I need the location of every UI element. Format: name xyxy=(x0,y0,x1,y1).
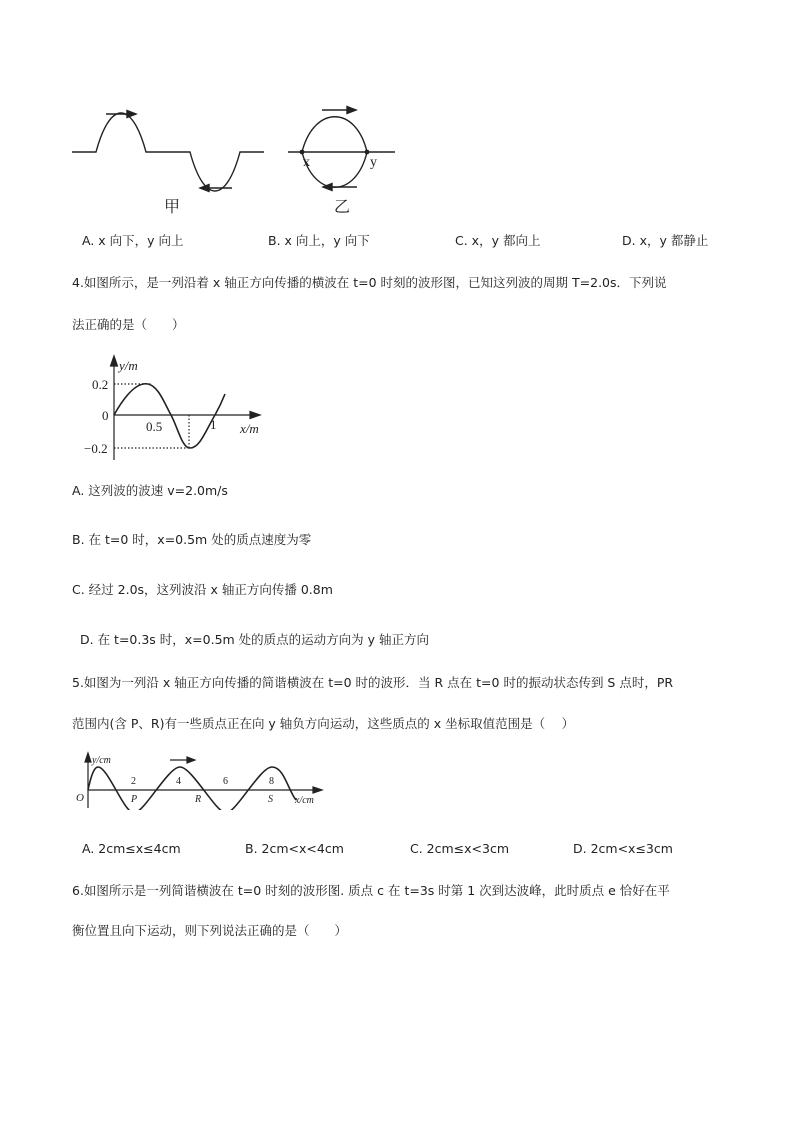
q5-tick-6: 6 xyxy=(223,776,228,787)
yi-arrowhead-right xyxy=(347,107,356,114)
q5-tick-4: 4 xyxy=(176,776,181,787)
q5-option-a: A. 2cm≤x≤4cm xyxy=(82,841,181,856)
q4-y-arrowhead xyxy=(111,356,118,366)
q4-x-arrowhead xyxy=(250,412,260,419)
point-x-dot xyxy=(300,150,305,155)
q3-option-c: C. x，y 都向上 xyxy=(455,233,541,248)
q5-y-arrowhead xyxy=(85,753,91,762)
point-y-label: y xyxy=(370,155,377,170)
yi-wave-lower xyxy=(302,152,367,187)
q5-tick-8: 8 xyxy=(269,776,274,787)
q3-option-d: D. x，y 都静止 xyxy=(622,233,709,248)
figure-yi xyxy=(288,107,395,191)
q4-wave-curve xyxy=(114,384,225,448)
q4-y-zero-label: 0 xyxy=(102,408,109,423)
q4-ylabel: y/m xyxy=(119,358,138,373)
q4-option-d: D. 在 t=0.3s 时，x=0.5m 处的质点的运动方向为 y 轴正方向 xyxy=(80,632,430,647)
point-y-dot xyxy=(365,150,370,155)
q5-option-d: D. 2cm<x≤3cm xyxy=(573,841,673,856)
q4-y-top-label: 0.2 xyxy=(92,377,109,392)
q5-point-s: S xyxy=(268,794,273,805)
q5-origin: O xyxy=(76,792,84,804)
q4-stem-line1: 4.如图所示，是一列沿着 x 轴正方向传播的横波在 t=0 时刻的波形图，已知这列波的周期 T=2.0s．下列说 xyxy=(72,275,667,290)
q5-option-c: C. 2cm≤x<3cm xyxy=(410,841,510,856)
q5-stem-line2: 范围内(含 P、R)有一些质点正在向 y 轴负方向运动，这些质点的 x 坐标取值范围是（ ） xyxy=(72,716,575,731)
q4-x-half-label: 0.5 xyxy=(146,419,163,434)
q5-arrowhead xyxy=(187,757,195,763)
figure-jia xyxy=(72,111,264,192)
yi-wave-upper xyxy=(302,117,367,152)
label-jia: 甲 xyxy=(164,199,181,216)
q4-y-bottom-label: −0.2 xyxy=(84,441,108,456)
q4-option-a: A. 这列波的波速 v=2.0m/s xyxy=(72,483,228,498)
q5-x-arrowhead xyxy=(313,787,322,793)
q4-stem-line2: 法正确的是（ ） xyxy=(72,317,185,332)
q5-point-p: P xyxy=(131,794,138,805)
q4-x-one-label: 1 xyxy=(210,417,217,432)
wave-figure-jia-yi xyxy=(60,100,410,220)
q5-wave-graph xyxy=(74,750,324,810)
q5-xlabel: x/cm xyxy=(295,795,314,806)
q5-tick-2: 2 xyxy=(131,776,136,787)
q4-option-c: C. 经过 2.0s，这列波沿 x 轴正方向传播 0.8m xyxy=(72,582,333,597)
q6-stem-line1: 6.如图所示是一列简谐横波在 t=0 时刻的波形图. 质点 c 在 t=3s 时第 1 次到达波峰，此时质点 e 恰好在平 xyxy=(72,883,670,898)
q5-stem-line1: 5.如图为一列沿 x 轴正方向传播的简谐横波在 t=0 时的波形．当 R 点在 t=0 时的振动状态传到 S 点时，PR xyxy=(72,675,674,690)
point-x-label: x xyxy=(303,155,310,170)
q5-ylabel: y/cm xyxy=(92,755,111,766)
q4-option-b: B. 在 t=0 时，x=0.5m 处的质点速度为零 xyxy=(72,532,312,547)
label-yi: 乙 xyxy=(334,199,351,216)
q3-option-b: B. x 向上，y 向下 xyxy=(268,233,370,248)
q5-wave-curve xyxy=(88,767,296,810)
jia-arrowhead-right xyxy=(127,111,136,118)
q3-option-a: A. x 向下，y 向上 xyxy=(82,233,184,248)
q4-xlabel: x/m xyxy=(240,421,259,436)
jia-wave-line xyxy=(72,113,264,191)
q4-wave-graph xyxy=(82,350,282,465)
q5-option-b: B. 2cm<x<4cm xyxy=(245,841,344,856)
q5-point-r: R xyxy=(195,794,202,805)
q6-stem-line2: 衡位置且向下运动，则下列说法正确的是（ ） xyxy=(72,923,348,938)
jia-arrowhead-left xyxy=(200,185,209,192)
